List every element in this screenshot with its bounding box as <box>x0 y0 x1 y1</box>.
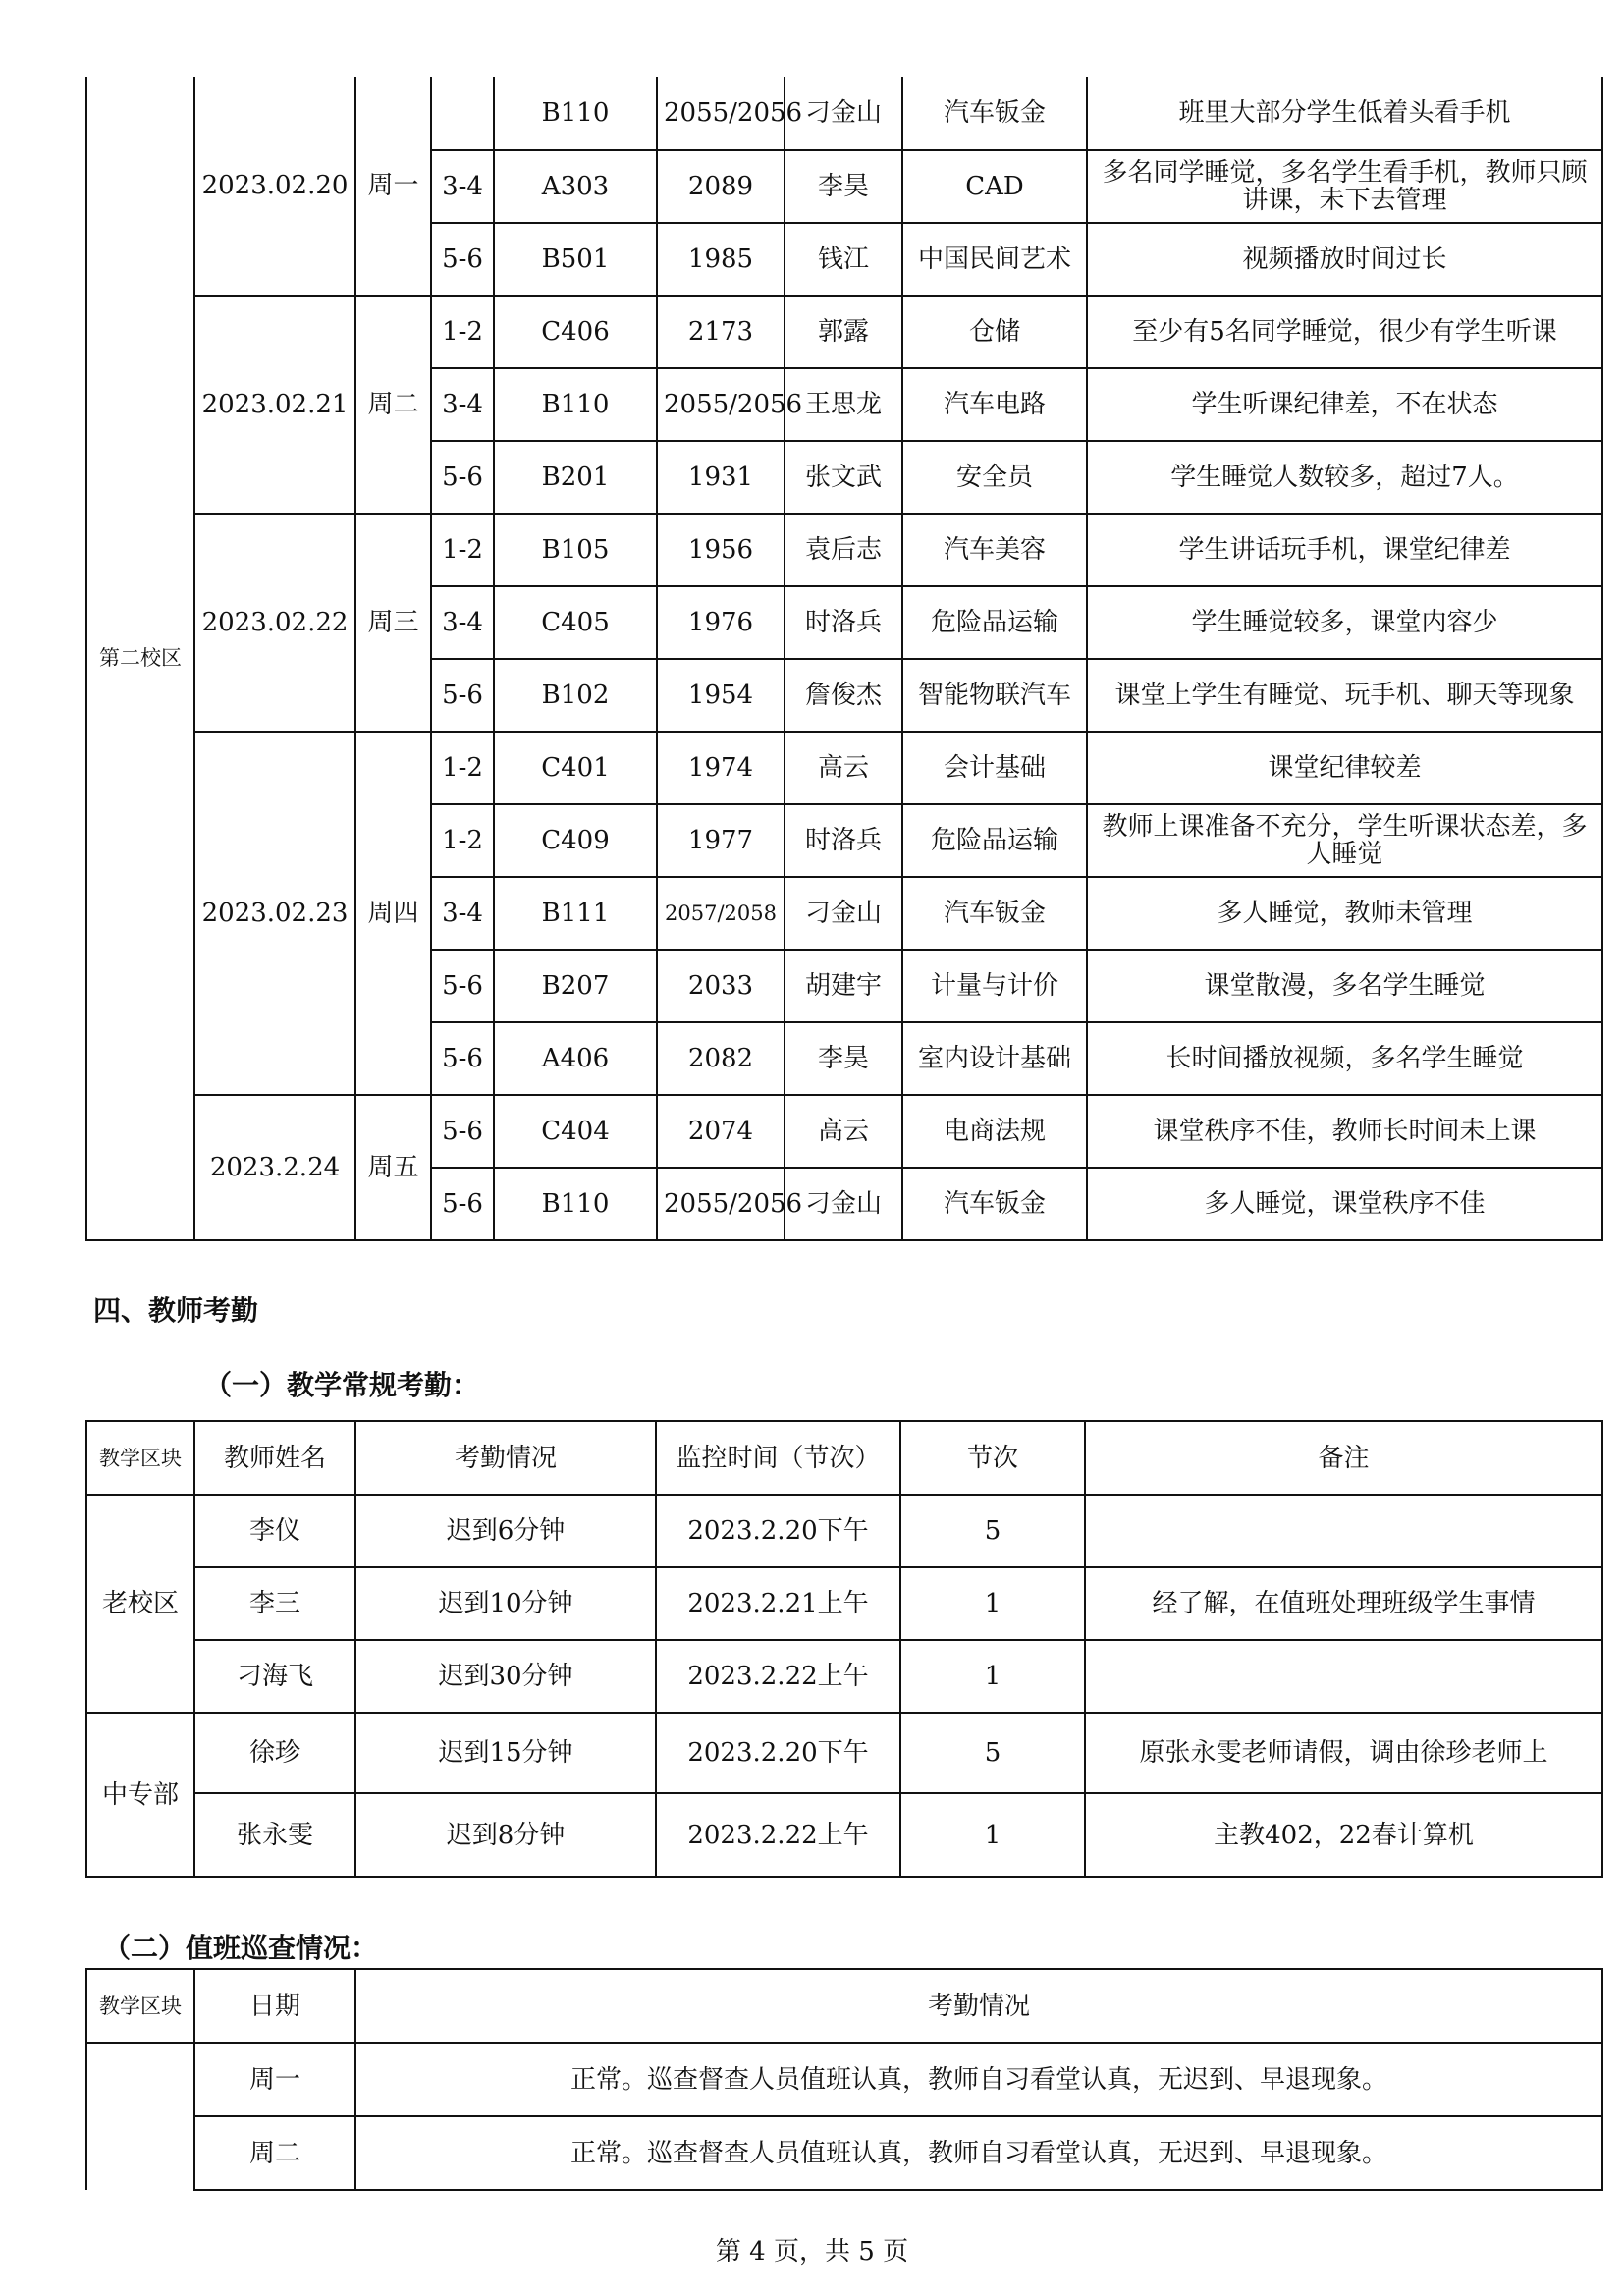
teacher-cell: 张文武 <box>785 441 902 514</box>
period-cell: 5-6 <box>431 1095 494 1168</box>
period-cell: 5 <box>900 1495 1085 1567</box>
time-cell: 2023.2.20下午 <box>656 1495 900 1567</box>
date-cell: 2023.02.22 <box>194 514 355 732</box>
class-cell: 1931 <box>657 441 785 514</box>
class-cell: 1977 <box>657 804 785 877</box>
teacher-cell: 高云 <box>785 1095 902 1168</box>
room-cell: B102 <box>494 659 657 732</box>
issue-cell: 多人睡觉，教师未管理 <box>1087 877 1602 950</box>
issue-cell: 学生听课纪律差，不在状态 <box>1087 368 1602 441</box>
period-cell: 5 <box>900 1713 1085 1793</box>
room-cell: C405 <box>494 586 657 659</box>
table-header-row <box>86 1421 1602 1495</box>
area-cell: 中专部 <box>86 1713 194 1877</box>
course-cell: 计量与计价 <box>902 950 1087 1022</box>
status-cell: 迟到6分钟 <box>355 1495 656 1567</box>
course-cell: 智能物联汽车 <box>902 659 1087 732</box>
course-cell: 室内设计基础 <box>902 1022 1087 1095</box>
course-cell: CAD <box>902 150 1087 223</box>
patrol-row <box>86 1095 1602 1168</box>
room-cell: B110 <box>494 77 657 150</box>
class-cell: 2089 <box>657 150 785 223</box>
column-header: 考勤情况 <box>355 1421 656 1495</box>
issue-cell: 课堂上学生有睡觉、玩手机、聊天等现象 <box>1087 659 1602 732</box>
attendance-table <box>85 1420 1603 1878</box>
period-cell: 3-4 <box>431 368 494 441</box>
room-cell: A303 <box>494 150 657 223</box>
issue-cell: 视频播放时间过长 <box>1087 223 1602 296</box>
status-cell: 正常。巡查督查人员值班认真，教师自习看堂认真，无迟到、早退现象。 <box>355 2116 1602 2190</box>
campus-area-cell: 第二校区 <box>86 77 194 1240</box>
issue-cell: 课堂散漫，多名学生睡觉 <box>1087 950 1602 1022</box>
course-cell: 汽车钣金 <box>902 77 1087 150</box>
table-row <box>86 2043 1602 2116</box>
class-cell: 2055/2056 <box>657 77 785 150</box>
time-cell: 2023.2.20下午 <box>656 1713 900 1793</box>
table-row <box>86 1567 1602 1640</box>
date-cell: 2023.02.21 <box>194 296 355 514</box>
table-row <box>86 1793 1602 1877</box>
period-cell: 3-4 <box>431 150 494 223</box>
weekday-cell: 周四 <box>355 732 431 1095</box>
table-row <box>86 2116 1602 2190</box>
period-cell: 5-6 <box>431 1022 494 1095</box>
course-cell: 危险品运输 <box>902 804 1087 877</box>
teacher-name-cell: 徐珍 <box>194 1713 355 1793</box>
room-cell: B110 <box>494 368 657 441</box>
teacher-name-cell: 李仪 <box>194 1495 355 1567</box>
course-cell: 汽车钣金 <box>902 877 1087 950</box>
teacher-cell: 袁后志 <box>785 514 902 586</box>
class-cell: 1956 <box>657 514 785 586</box>
section-heading: 四、教师考勤 <box>93 1294 259 1327</box>
table-row <box>86 1495 1602 1567</box>
course-cell: 汽车美容 <box>902 514 1087 586</box>
teacher-cell: 刁金山 <box>785 77 902 150</box>
period-cell: 1 <box>900 1793 1085 1877</box>
issue-cell: 学生讲话玩手机，课堂纪律差 <box>1087 514 1602 586</box>
course-cell: 中国民间艺术 <box>902 223 1087 296</box>
status-cell: 迟到15分钟 <box>355 1713 656 1793</box>
room-cell: C401 <box>494 732 657 804</box>
issue-cell: 多人睡觉，课堂秩序不佳 <box>1087 1168 1602 1240</box>
patrol-row <box>86 77 1602 150</box>
issue-cell: 学生睡觉较多，课堂内容少 <box>1087 586 1602 659</box>
teacher-cell: 时洛兵 <box>785 804 902 877</box>
issue-cell: 教师上课准备不充分，学生听课状态差，多人睡觉 <box>1087 804 1602 877</box>
issue-cell: 至少有5名同学睡觉，很少有学生听课 <box>1087 296 1602 368</box>
teacher-cell: 刁金山 <box>785 877 902 950</box>
issue-cell: 班里大部分学生低着头看手机 <box>1087 77 1602 150</box>
class-cell: 1954 <box>657 659 785 732</box>
column-header: 监控时间（节次） <box>656 1421 900 1495</box>
class-cell: 2057/2058 <box>657 877 785 950</box>
course-cell: 仓储 <box>902 296 1087 368</box>
course-cell: 会计基础 <box>902 732 1087 804</box>
teacher-cell: 郭露 <box>785 296 902 368</box>
table-header-row <box>86 1969 1602 2043</box>
period-cell: 1 <box>900 1640 1085 1713</box>
date-cell: 2023.2.24 <box>194 1095 355 1240</box>
weekday-cell: 周五 <box>355 1095 431 1240</box>
patrol-table <box>85 77 1603 1241</box>
class-cell: 1974 <box>657 732 785 804</box>
course-cell: 危险品运输 <box>902 586 1087 659</box>
teacher-cell: 刁金山 <box>785 1168 902 1240</box>
table-row <box>86 1640 1602 1713</box>
period-cell: 1-2 <box>431 514 494 586</box>
column-header: 考勤情况 <box>355 1969 1602 2043</box>
day-cell: 周一 <box>194 2043 355 2116</box>
room-cell: B111 <box>494 877 657 950</box>
period-cell <box>431 77 494 150</box>
teacher-cell: 王思龙 <box>785 368 902 441</box>
date-cell: 2023.02.20 <box>194 77 355 296</box>
course-cell: 电商法规 <box>902 1095 1087 1168</box>
day-cell: 周二 <box>194 2116 355 2190</box>
teacher-cell: 李昊 <box>785 1022 902 1095</box>
column-header: 日期 <box>194 1969 355 2043</box>
period-cell: 1 <box>900 1567 1085 1640</box>
class-cell: 1976 <box>657 586 785 659</box>
room-cell: B105 <box>494 514 657 586</box>
teacher-cell: 高云 <box>785 732 902 804</box>
course-cell: 汽车钣金 <box>902 1168 1087 1240</box>
room-cell: B207 <box>494 950 657 1022</box>
subsection-heading: （一）教学常规考勤： <box>204 1369 480 1401</box>
room-cell: C409 <box>494 804 657 877</box>
class-cell: 2082 <box>657 1022 785 1095</box>
issue-cell: 多名同学睡觉，多名学生看手机，教师只顾讲课，未下去管理 <box>1087 150 1602 223</box>
subsection-heading: （二）值班巡查情况： <box>103 1932 379 1964</box>
period-cell: 5-6 <box>431 950 494 1022</box>
period-cell: 5-6 <box>431 659 494 732</box>
class-cell: 1985 <box>657 223 785 296</box>
column-header: 节次 <box>900 1421 1085 1495</box>
course-cell: 安全员 <box>902 441 1087 514</box>
class-cell: 2074 <box>657 1095 785 1168</box>
period-cell: 5-6 <box>431 441 494 514</box>
room-cell: B201 <box>494 441 657 514</box>
weekday-cell: 周二 <box>355 296 431 514</box>
teacher-name-cell: 张永雯 <box>194 1793 355 1877</box>
weekday-cell: 周一 <box>355 77 431 296</box>
patrol-row <box>86 296 1602 368</box>
area-cell: 老校区 <box>86 1495 194 1713</box>
period-cell: 3-4 <box>431 586 494 659</box>
period-cell: 1-2 <box>431 296 494 368</box>
period-cell: 5-6 <box>431 223 494 296</box>
area-cell <box>86 2043 194 2190</box>
room-cell: A406 <box>494 1022 657 1095</box>
column-header: 备注 <box>1085 1421 1602 1495</box>
page-footer: 第 4 页，共 5 页 <box>715 2237 909 2267</box>
teacher-name-cell: 李三 <box>194 1567 355 1640</box>
room-cell: C406 <box>494 296 657 368</box>
room-cell: B501 <box>494 223 657 296</box>
status-cell: 迟到30分钟 <box>355 1640 656 1713</box>
column-header: 教师姓名 <box>194 1421 355 1495</box>
note-cell: 原张永雯老师请假，调由徐珍老师上 <box>1085 1713 1602 1793</box>
status-cell: 迟到8分钟 <box>355 1793 656 1877</box>
teacher-cell: 詹俊杰 <box>785 659 902 732</box>
column-header: 教学区块 <box>86 1969 194 2043</box>
teacher-cell: 胡建宇 <box>785 950 902 1022</box>
time-cell: 2023.2.22上午 <box>656 1793 900 1877</box>
status-cell: 正常。巡查督查人员值班认真，教师自习看堂认真，无迟到、早退现象。 <box>355 2043 1602 2116</box>
duty-table <box>85 1968 1603 2191</box>
period-cell: 3-4 <box>431 877 494 950</box>
period-cell: 1-2 <box>431 804 494 877</box>
class-cell: 2173 <box>657 296 785 368</box>
time-cell: 2023.2.22上午 <box>656 1640 900 1713</box>
teacher-name-cell: 刁海飞 <box>194 1640 355 1713</box>
issue-cell: 长时间播放视频，多名学生睡觉 <box>1087 1022 1602 1095</box>
patrol-row <box>86 732 1602 804</box>
table-row <box>86 1713 1602 1793</box>
period-cell: 1-2 <box>431 732 494 804</box>
status-cell: 迟到10分钟 <box>355 1567 656 1640</box>
course-cell: 汽车电路 <box>902 368 1087 441</box>
class-cell: 2033 <box>657 950 785 1022</box>
teacher-cell: 钱江 <box>785 223 902 296</box>
time-cell: 2023.2.21上午 <box>656 1567 900 1640</box>
teacher-cell: 李昊 <box>785 150 902 223</box>
patrol-row <box>86 514 1602 586</box>
note-cell: 经了解，在值班处理班级学生事情 <box>1085 1567 1602 1640</box>
note-cell: 主教402，22春计算机 <box>1085 1793 1602 1877</box>
column-header: 教学区块 <box>86 1421 194 1495</box>
teacher-cell: 时洛兵 <box>785 586 902 659</box>
room-cell: C404 <box>494 1095 657 1168</box>
issue-cell: 课堂纪律较差 <box>1087 732 1602 804</box>
room-cell: B110 <box>494 1168 657 1240</box>
issue-cell: 课堂秩序不佳，教师长时间未上课 <box>1087 1095 1602 1168</box>
period-cell: 5-6 <box>431 1168 494 1240</box>
class-cell: 2055/2056 <box>657 368 785 441</box>
note-cell <box>1085 1640 1602 1713</box>
date-cell: 2023.02.23 <box>194 732 355 1095</box>
class-cell: 2055/2056 <box>657 1168 785 1240</box>
issue-cell: 学生睡觉人数较多，超过7人。 <box>1087 441 1602 514</box>
note-cell <box>1085 1495 1602 1567</box>
weekday-cell: 周三 <box>355 514 431 732</box>
